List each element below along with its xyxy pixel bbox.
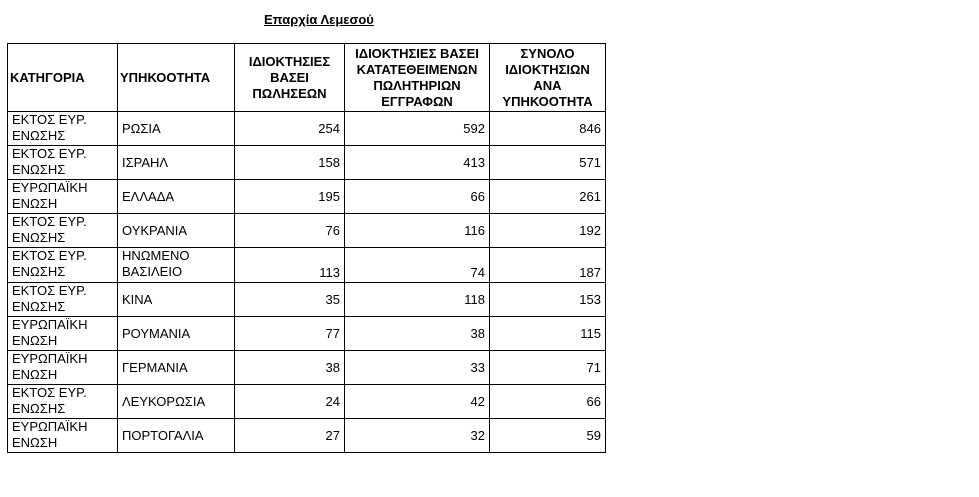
cell-category: ΕΥΡΩΠΑΪΚΗ ΕΝΩΣΗ: [8, 180, 118, 214]
ownership-table: [7, 43, 606, 453]
cell-nationality: ΕΛΛΑΔΑ: [118, 180, 235, 214]
cell-total: 66: [490, 385, 606, 419]
cell-nationality: ΠΟΡΤΟΓΑΛΙΑ: [118, 419, 235, 453]
cell-deposited: 42: [345, 385, 490, 419]
cell-sales: 254: [235, 112, 345, 146]
cell-sales: 38: [235, 351, 345, 385]
cell-category: ΕΥΡΩΠΑΪΚΗ ΕΝΩΣΗ: [8, 351, 118, 385]
cell-total: 261: [490, 180, 606, 214]
cell-total: 187: [490, 248, 606, 283]
table-row: [8, 180, 606, 214]
cell-total: 846: [490, 112, 606, 146]
header-nationality: ΥΠΗΚΟΟΤΗΤΑ: [118, 44, 235, 112]
cell-sales: 158: [235, 146, 345, 180]
table-row: [8, 283, 606, 317]
cell-total: 571: [490, 146, 606, 180]
cell-nationality: ΓΕΡΜΑΝΙΑ: [118, 351, 235, 385]
header-sales: ΙΔΙΟΚΤΗΣΙΕΣ ΒΑΣΕΙ ΠΩΛΗΣΕΩΝ: [235, 44, 345, 112]
table-row: [8, 419, 606, 453]
table-row: [8, 214, 606, 248]
header-deposited: ΙΔΙΟΚΤΗΣΙΕΣ ΒΑΣΕΙ ΚΑΤΑΤΕΘΕΙΜΕΝΩΝ ΠΩΛΗΤΗΡΙΩΝ ΕΓΓΡΑΦΩΝ: [345, 44, 490, 112]
cell-total: 71: [490, 351, 606, 385]
cell-deposited: 74: [345, 248, 490, 283]
table-row: [8, 112, 606, 146]
cell-nationality: ΟΥΚΡΑΝΙΑ: [118, 214, 235, 248]
cell-total: 59: [490, 419, 606, 453]
cell-total: 153: [490, 283, 606, 317]
cell-sales: 27: [235, 419, 345, 453]
cell-sales: 77: [235, 317, 345, 351]
cell-category: ΕΚΤΟΣ ΕΥΡ. ΕΝΩΣΗΣ: [8, 283, 118, 317]
cell-deposited: 38: [345, 317, 490, 351]
header-row: [8, 44, 606, 112]
table-row: [8, 248, 606, 283]
cell-nationality: ΡΟΥΜΑΝΙΑ: [118, 317, 235, 351]
cell-category: ΕΥΡΩΠΑΪΚΗ ΕΝΩΣΗ: [8, 419, 118, 453]
cell-total: 115: [490, 317, 606, 351]
cell-nationality: ΡΩΣΙΑ: [118, 112, 235, 146]
cell-deposited: 32: [345, 419, 490, 453]
cell-category: ΕΚΤΟΣ ΕΥΡ. ΕΝΩΣΗΣ: [8, 385, 118, 419]
cell-category: ΕΚΤΟΣ ΕΥΡ. ΕΝΩΣΗΣ: [8, 248, 118, 283]
cell-deposited: 118: [345, 283, 490, 317]
cell-deposited: 592: [345, 112, 490, 146]
header-category: ΚΑΤΗΓΟΡΙΑ: [8, 44, 118, 112]
cell-nationality: ΛΕΥΚΟΡΩΣΙΑ: [118, 385, 235, 419]
cell-total: 192: [490, 214, 606, 248]
cell-deposited: 33: [345, 351, 490, 385]
cell-category: ΕΚΤΟΣ ΕΥΡ. ΕΝΩΣΗΣ: [8, 146, 118, 180]
cell-category: ΕΚΤΟΣ ΕΥΡ. ΕΝΩΣΗΣ: [8, 112, 118, 146]
table-row: [8, 317, 606, 351]
page-title: Επαρχία Λεμεσού: [264, 12, 374, 27]
table-row: [8, 146, 606, 180]
cell-sales: 76: [235, 214, 345, 248]
cell-category: ΕΚΤΟΣ ΕΥΡ. ΕΝΩΣΗΣ: [8, 214, 118, 248]
table-row: [8, 385, 606, 419]
cell-sales: 35: [235, 283, 345, 317]
cell-deposited: 116: [345, 214, 490, 248]
cell-nationality: ΗΝΩΜΕΝΟ ΒΑΣΙΛΕΙΟ: [118, 248, 235, 283]
cell-sales: 113: [235, 248, 345, 283]
header-total: ΣΥΝΟΛΟ ΙΔΙΟΚΤΗΣΙΩΝ ΑΝΑ ΥΠΗΚΟΟΤΗΤΑ: [490, 44, 606, 112]
table-row: [8, 351, 606, 385]
cell-category: ΕΥΡΩΠΑΪΚΗ ΕΝΩΣΗ: [8, 317, 118, 351]
cell-sales: 24: [235, 385, 345, 419]
cell-deposited: 66: [345, 180, 490, 214]
cell-nationality: ΙΣΡΑΗΛ: [118, 146, 235, 180]
cell-sales: 195: [235, 180, 345, 214]
cell-deposited: 413: [345, 146, 490, 180]
cell-nationality: ΚΙΝΑ: [118, 283, 235, 317]
